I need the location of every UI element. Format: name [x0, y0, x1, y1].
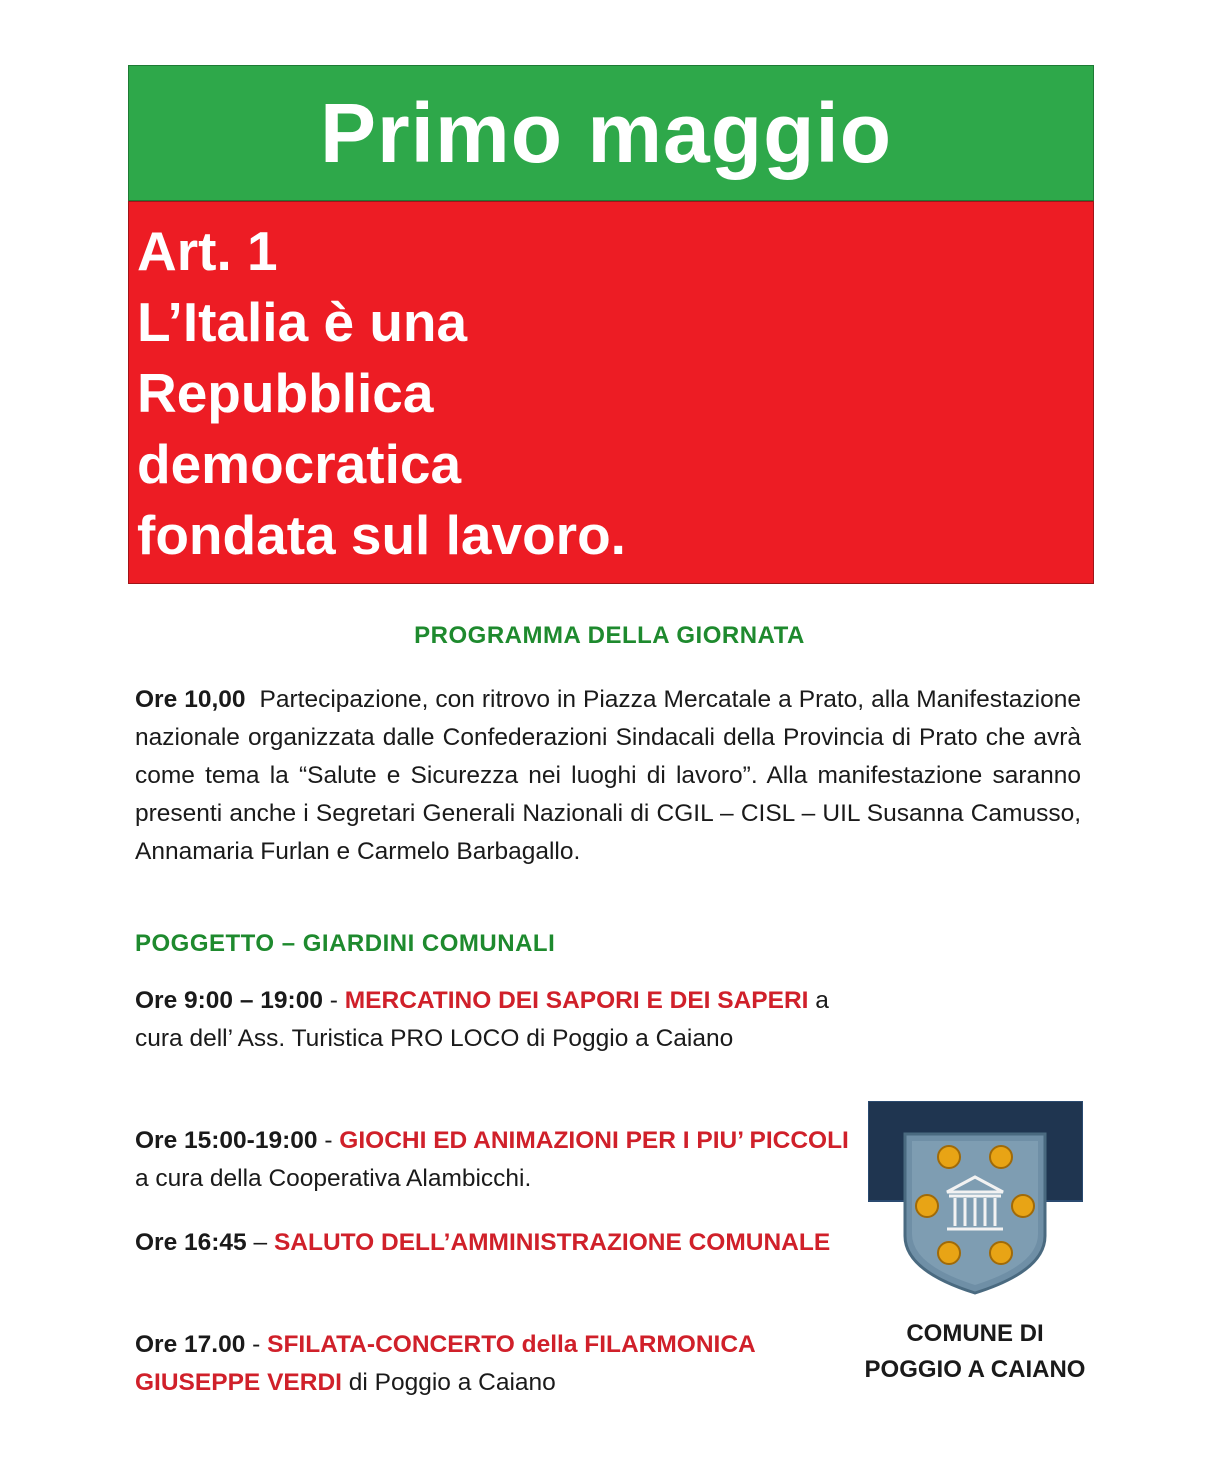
page-title: Primo maggio [319, 85, 893, 180]
poggetto-heading: POGGETTO – GIARDINI COMUNALI [135, 930, 556, 957]
event-highlight: SALUTO DELL’AMMINISTRAZIONE COMUNALE [273, 1229, 831, 1256]
event-highlight: SFILATA-CONCERTO della FILARMONICA GIUSEPPE VERDI [135, 1331, 755, 1396]
event-time: Ore 16:45 [135, 1229, 247, 1256]
event-highlight: MERCATINO DEI SAPORI E DEI SAPERI [344, 987, 809, 1014]
article-banner [128, 201, 1094, 584]
event-desc: di Poggio a Caiano [341, 1369, 556, 1396]
title-banner [128, 65, 1094, 201]
event-time: Ore 9:00 – 19:00 [135, 987, 323, 1014]
comune-label [840, 1316, 1110, 1388]
intro-time: Ore 10,00 [135, 686, 246, 713]
intro-text: Partecipazione, con ritrovo in Piazza Mercatale a Prato, alla Manifestazione nazionale organizzata dalle Confederazioni Sindacali della Provincia di Prato che avrà come tema la “Salute e Sicurezza nei luoghi di lavoro”. Alla manifestazione saranno presenti anche i Segretari Generali Nazionali di CGIL – CISL – UIL Susanna Camusso, Annamaria Furlan e Carmelo Barbagallo. [135, 686, 1081, 865]
event-time: Ore 15:00-19:00 [135, 1127, 318, 1154]
coat-of-arms-icon [868, 1101, 1083, 1308]
article-line: democratica [137, 433, 462, 495]
programma-heading: PROGRAMMA DELLA GIORNATA [414, 622, 805, 649]
event-desc: a cura dell’ Ass. Turistica PRO LOCO di Poggio a Caiano [135, 987, 829, 1052]
comune-line: COMUNE DI [906, 1320, 1044, 1347]
event-item: Ore 15:00-19:00 - GIOCHI ED ANIMAZIONI PER I PIU’ PICCOLI a cura della Cooperativa Alambicchi. [135, 1127, 849, 1192]
intro-paragraph [135, 681, 1081, 871]
event-time: Ore 17.00 [135, 1331, 246, 1358]
event-item: Ore 17.00 - SFILATA-CONCERTO della FILARMONICA GIUSEPPE VERDI di Poggio a Caiano [135, 1331, 755, 1396]
article-line: fondata sul lavoro. [137, 504, 626, 566]
comune-line: POGGIO A CAIANO [864, 1356, 1086, 1383]
event-desc: a cura della Cooperativa Alambicchi. [135, 1165, 532, 1192]
article-line: L’Italia è una [137, 291, 468, 353]
event-highlight: GIOCHI ED ANIMAZIONI PER I PIU’ PICCOLI [339, 1127, 849, 1154]
event-item: Ore 9:00 – 19:00 - MERCATINO DEI SAPORI E DEI SAPERI a cura dell’ Ass. Turistica PRO LOCO di Poggio a Caiano [135, 987, 829, 1052]
article-line: Art. 1 [137, 220, 278, 282]
event-item: Ore 16:45 – SALUTO DELL’AMMINISTRAZIONE COMUNALE [135, 1229, 831, 1256]
article-line: Repubblica [137, 362, 434, 424]
